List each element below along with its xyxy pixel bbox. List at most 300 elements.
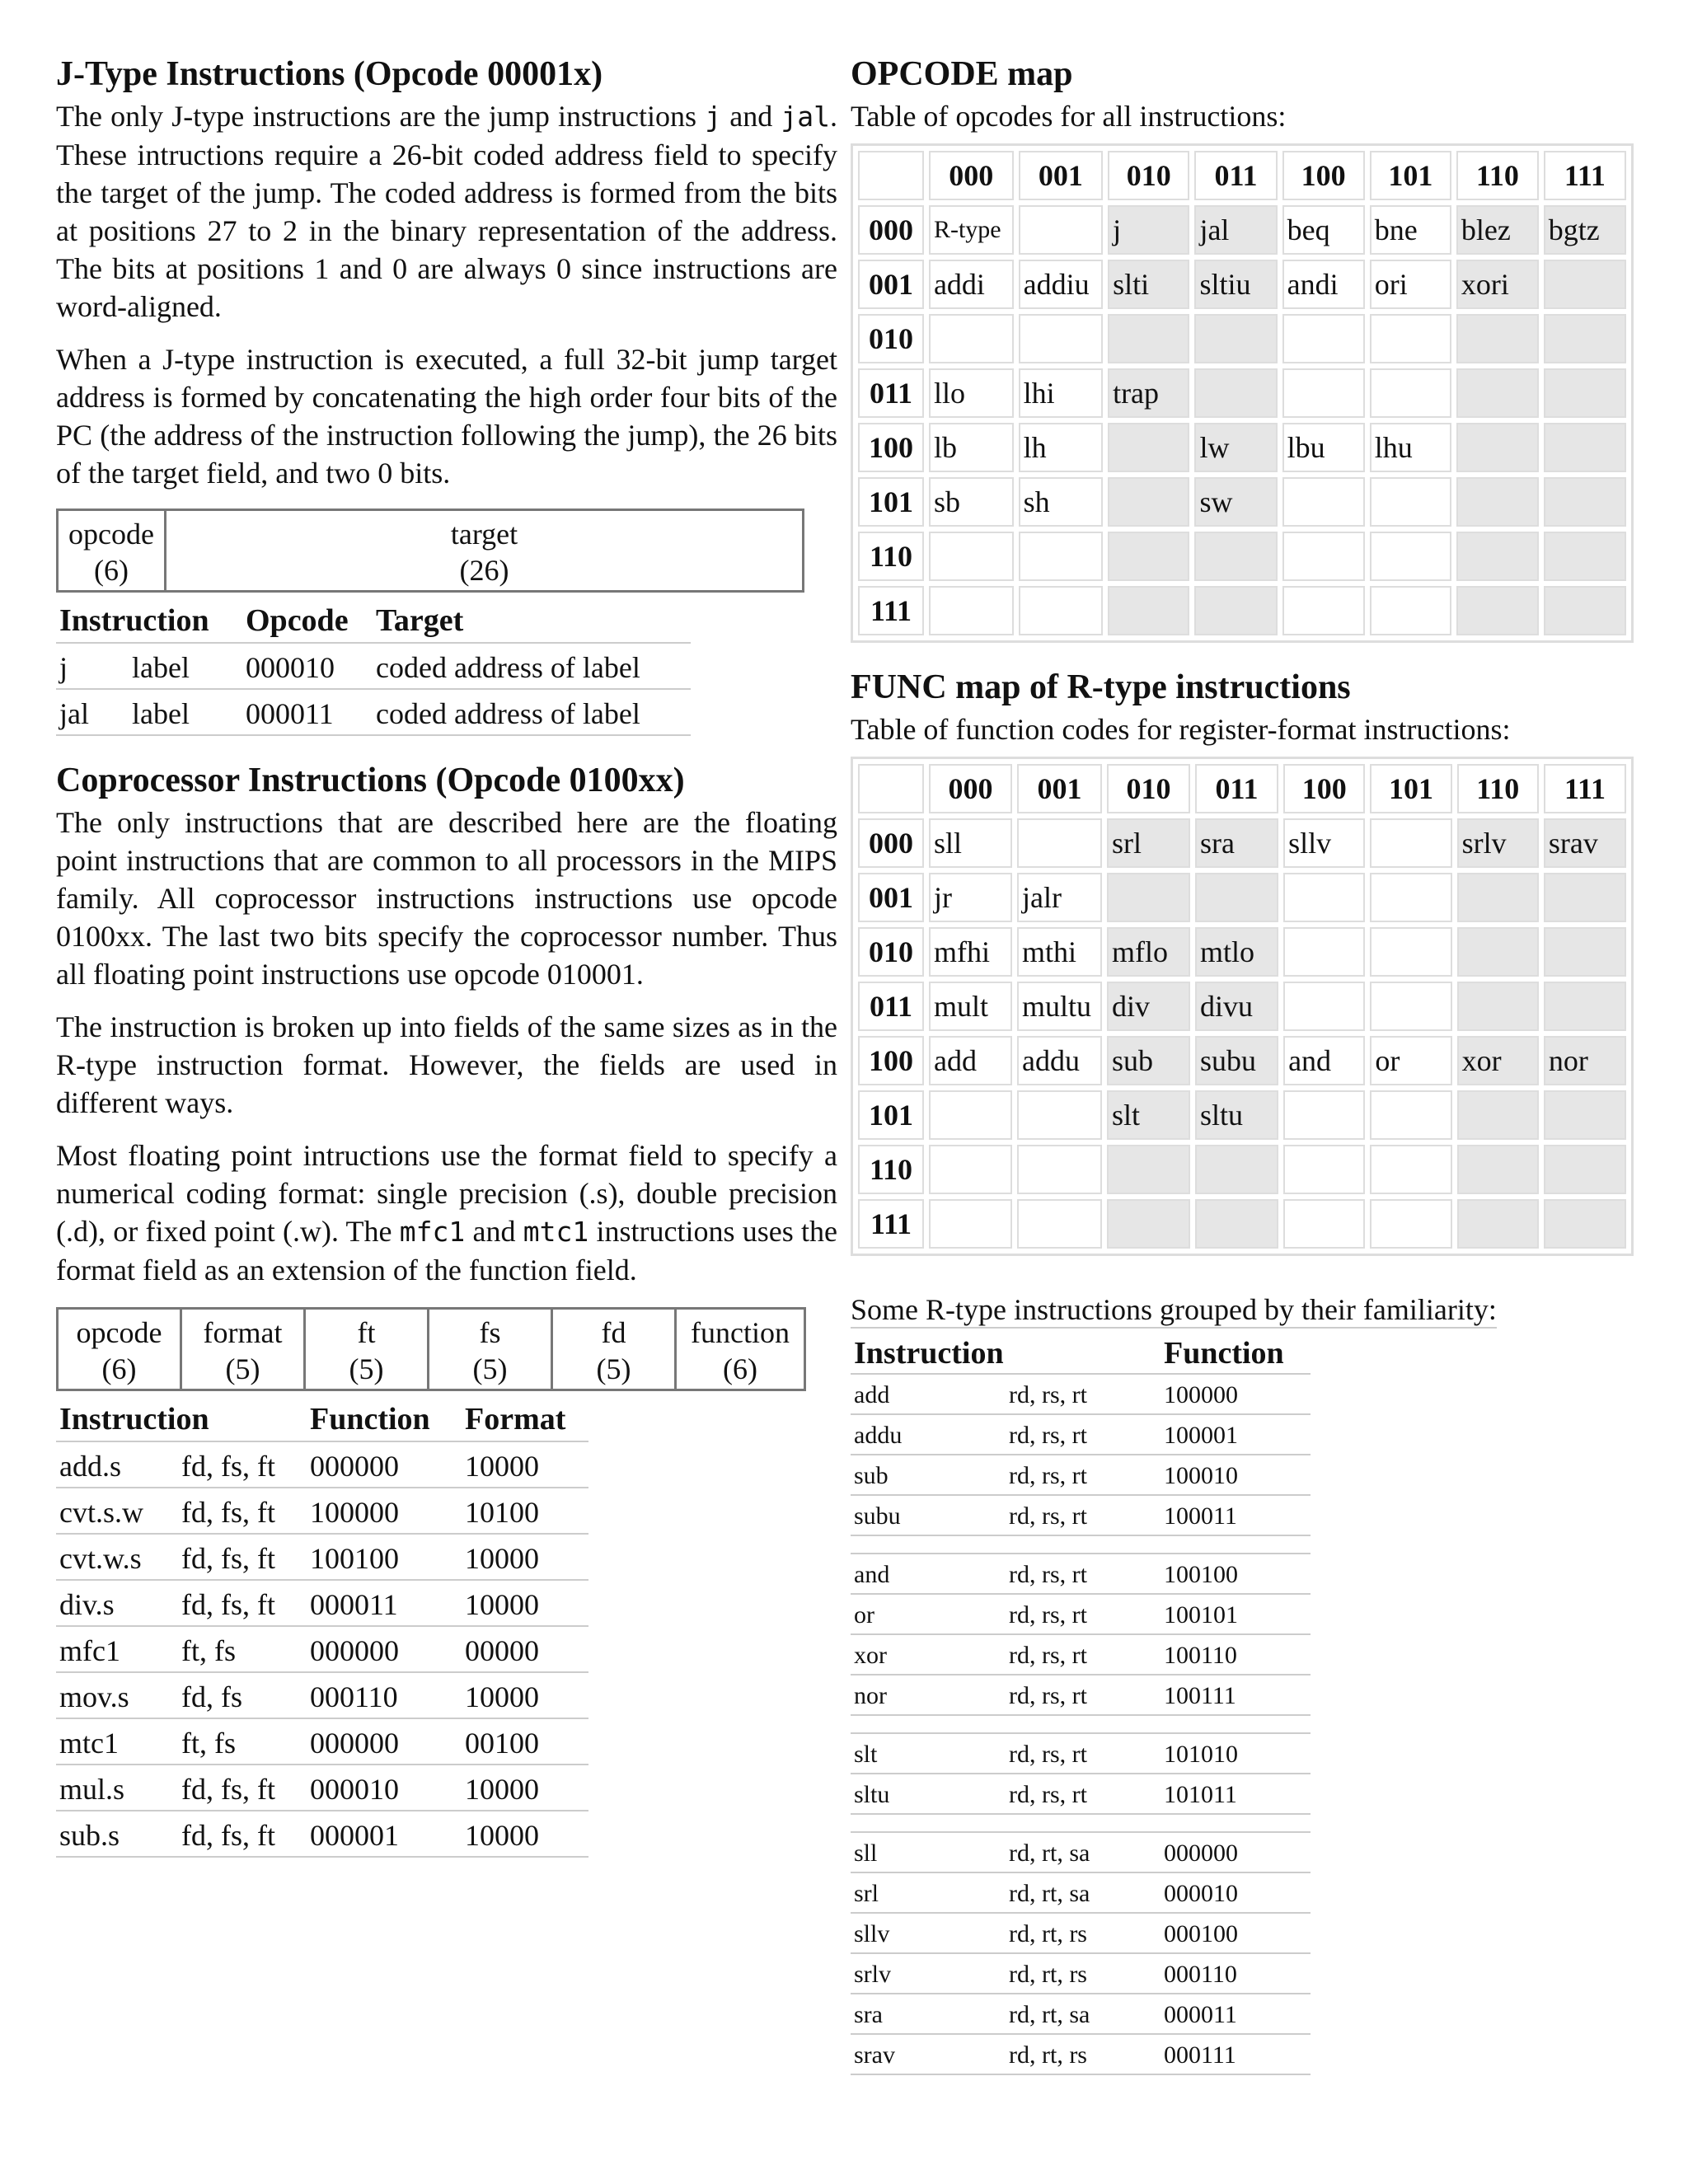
- field-function: function (6): [676, 1309, 805, 1390]
- func-cell: sub: [1107, 1036, 1190, 1085]
- table-row: [858, 818, 1626, 868]
- opcode-cell: [1282, 314, 1365, 363]
- col-header: 000: [929, 764, 1012, 813]
- table-cell: 000100: [1160, 1913, 1311, 1953]
- table-row: [851, 1634, 1311, 1675]
- func-cell: [1195, 873, 1278, 922]
- opcode-cell: blez: [1456, 205, 1539, 255]
- col-header: 111: [1544, 764, 1626, 813]
- func-cell: [1370, 818, 1451, 868]
- table-cell: ft, fs: [178, 1626, 307, 1672]
- opcode-cell: [1370, 368, 1451, 418]
- table-cell: 10000: [462, 1441, 588, 1488]
- field-opcode: opcode (6): [68, 518, 154, 587]
- table-cell: sra: [851, 1994, 1006, 2034]
- jtype-heading: J-Type Instructions (Opcode 00001x): [56, 55, 603, 93]
- opcode-cell: sb: [929, 477, 1014, 527]
- familiarity-caption: Some R-type instructions grouped by their familiarity:: [851, 1292, 1497, 1329]
- table-row: [858, 477, 1626, 527]
- func-map-subtitle: Table of function codes for register-format instructions:: [851, 713, 1511, 746]
- table-row: [851, 1994, 1311, 2034]
- table-cell: 10000: [462, 1672, 588, 1718]
- func-cell: mtlo: [1195, 927, 1278, 977]
- func-cell: [929, 1090, 1012, 1140]
- opcode-cell: slti: [1108, 260, 1189, 309]
- opcode-cell: [1108, 423, 1189, 472]
- field-format: format (5): [181, 1309, 305, 1390]
- table-cell: srl: [851, 1872, 1006, 1913]
- opcode-cell: [1544, 423, 1626, 472]
- func-map-table: [851, 757, 1634, 1256]
- opcode-cell: [1282, 532, 1365, 581]
- opcode-cell: [1194, 314, 1277, 363]
- table-cell: nor: [851, 1675, 1006, 1715]
- table-cell: fd, fs, ft: [178, 1765, 307, 1811]
- table-cell: div.s: [56, 1580, 178, 1626]
- opcode-cell: [1194, 586, 1277, 635]
- opcode-cell: [1544, 314, 1626, 363]
- table-cell: and: [851, 1554, 1006, 1594]
- table-row: [851, 1913, 1311, 1953]
- table-row: [56, 1811, 588, 1857]
- table-cell: rd, rs, rt: [1006, 1733, 1160, 1774]
- row-header: 011: [858, 368, 924, 418]
- func-cell: [1017, 1199, 1102, 1249]
- opcode-cell: sw: [1194, 477, 1277, 527]
- opcode-cell: bgtz: [1544, 205, 1626, 255]
- row-header: 111: [858, 1199, 924, 1249]
- opcode-cell: ori: [1370, 260, 1451, 309]
- func-cell: sllv: [1283, 818, 1365, 868]
- opcode-cell: lhu: [1370, 423, 1451, 472]
- func-cell: [1017, 1145, 1102, 1194]
- jtype-paragraph-2: When a J-type instruction is executed, a full 32-bit jump target address is formed by concatenating the high order four bits of the PC (the address of the instruction following the jump), the 26 bits of the target field, and two 0 bits.: [56, 343, 837, 490]
- func-cell: [1017, 818, 1102, 868]
- table-cell: 100100: [307, 1534, 462, 1580]
- opcode-cell: [1019, 586, 1103, 635]
- group-separator: [851, 1535, 1311, 1554]
- func-cell: srlv: [1457, 818, 1539, 868]
- opcode-cell: R-type: [929, 205, 1014, 255]
- table-cell: mul.s: [56, 1765, 178, 1811]
- opcode-cell: [1019, 205, 1103, 255]
- opcode-cell: [1108, 477, 1189, 527]
- opcode-cell: [1108, 314, 1189, 363]
- col-header: 010: [1108, 151, 1189, 200]
- table-cell: 000111: [1160, 2034, 1311, 2074]
- row-header: 011: [858, 982, 924, 1031]
- table-row: [858, 260, 1626, 309]
- func-cell: [1370, 927, 1451, 977]
- jtype-format-diagram: [56, 509, 804, 593]
- table-cell: 000001: [307, 1811, 462, 1857]
- table-cell: 000011: [307, 1580, 462, 1626]
- col-header: Format: [462, 1393, 588, 1441]
- col-header: 011: [1194, 151, 1277, 200]
- opcode-cell: [929, 586, 1014, 635]
- func-cell: multu: [1017, 982, 1102, 1031]
- opcode-cell: [1194, 532, 1277, 581]
- coproc-heading: Coprocessor Instructions (Opcode 0100xx): [56, 762, 685, 799]
- table-row: [851, 1594, 1311, 1634]
- col-header: 000: [929, 151, 1014, 200]
- func-cell: [1283, 873, 1365, 922]
- func-map-heading: FUNC map of R-type instructions: [851, 668, 1351, 706]
- row-header: 101: [858, 477, 924, 527]
- col-header: 011: [1195, 764, 1278, 813]
- func-cell: mflo: [1107, 927, 1190, 977]
- func-cell: [1544, 1199, 1626, 1249]
- func-cell: [1457, 1145, 1539, 1194]
- func-cell: [1544, 1090, 1626, 1140]
- table-row: [858, 1090, 1626, 1140]
- table-cell: 00100: [462, 1718, 588, 1765]
- table-cell: rd, rs, rt: [1006, 1774, 1160, 1814]
- func-cell: [1283, 982, 1365, 1031]
- col-header: 111: [1544, 151, 1626, 200]
- func-cell: slt: [1107, 1090, 1190, 1140]
- opcode-cell: [1544, 532, 1626, 581]
- func-cell: [1283, 1090, 1365, 1140]
- table-cell: 000000: [307, 1626, 462, 1672]
- table-cell: 100011: [1160, 1495, 1311, 1535]
- table-cell: rd, rt, sa: [1006, 1872, 1160, 1913]
- opcode-cell: [1194, 368, 1277, 418]
- table-row: [858, 927, 1626, 977]
- opcode-cell: sltiu: [1194, 260, 1277, 309]
- table-cell: 000000: [307, 1718, 462, 1765]
- table-cell: rd, rt, rs: [1006, 2034, 1160, 2074]
- row-header: 001: [858, 873, 924, 922]
- jtype-table: [56, 594, 691, 736]
- table-row: [56, 1534, 588, 1580]
- table-row: [851, 1675, 1311, 1715]
- coproc-table: [56, 1393, 588, 1858]
- table-cell: 101010: [1160, 1733, 1311, 1774]
- table-row: [851, 1832, 1311, 1872]
- table-cell: sltu: [851, 1774, 1006, 1814]
- func-cell: [1195, 1199, 1278, 1249]
- func-cell: [1283, 927, 1365, 977]
- table-row: jal label 000011 coded address of label: [56, 689, 691, 735]
- opcode-cell: sh: [1019, 477, 1103, 527]
- table-cell: xor: [851, 1634, 1006, 1675]
- table-row: [858, 982, 1626, 1031]
- func-cell: [1107, 1145, 1190, 1194]
- opcode-cell: [1370, 477, 1451, 527]
- opcode-cell: [1544, 260, 1626, 309]
- table-row: [858, 1145, 1626, 1194]
- table-cell: rd, rs, rt: [1006, 1554, 1160, 1594]
- table-row: [858, 423, 1626, 472]
- col-header: 001: [1019, 151, 1103, 200]
- table-cell: 100000: [307, 1488, 462, 1534]
- row-header: 110: [858, 1145, 924, 1194]
- table-cell: 10000: [462, 1580, 588, 1626]
- table-cell: fd, fs, ft: [178, 1534, 307, 1580]
- left-column: [56, 54, 837, 1858]
- func-cell: xor: [1457, 1036, 1539, 1085]
- table-cell: 000010: [1160, 1872, 1311, 1913]
- opcode-cell: [1544, 586, 1626, 635]
- opcode-cell: [1108, 586, 1189, 635]
- func-cell: [1457, 1090, 1539, 1140]
- table-cell: 000000: [1160, 1832, 1311, 1872]
- familiarity-table: [851, 1329, 1311, 2075]
- opcode-cell: [1544, 368, 1626, 418]
- row-header: 100: [858, 1036, 924, 1085]
- col-header: Instruction: [56, 594, 242, 643]
- table-row: [858, 873, 1626, 922]
- table-cell: fd, fs, ft: [178, 1488, 307, 1534]
- table-cell: or: [851, 1594, 1006, 1634]
- func-cell: and: [1283, 1036, 1365, 1085]
- table-cell: addu: [851, 1414, 1006, 1455]
- field-ft: ft (5): [305, 1309, 429, 1390]
- opcode-cell: llo: [929, 368, 1014, 418]
- table-cell: rd, rs, rt: [1006, 1374, 1160, 1414]
- row-header: 000: [858, 205, 924, 255]
- table-row: [56, 1441, 588, 1488]
- opcode-cell: [1456, 532, 1539, 581]
- table-cell: 100010: [1160, 1455, 1311, 1495]
- col-header: 010: [1107, 764, 1190, 813]
- opcode-cell: [1282, 586, 1365, 635]
- func-cell: [1370, 1145, 1451, 1194]
- opcode-map-heading: OPCODE map: [851, 55, 1073, 93]
- col-header: Opcode: [242, 594, 373, 643]
- row-header: 010: [858, 314, 924, 363]
- func-cell: sll: [929, 818, 1012, 868]
- func-cell: [1457, 982, 1539, 1031]
- table-row: [858, 1199, 1626, 1249]
- table-cell: ft, fs: [178, 1718, 307, 1765]
- opcode-map-table: [851, 143, 1634, 643]
- opcode-cell: [1282, 477, 1365, 527]
- table-row: [858, 205, 1626, 255]
- col-header: 100: [1282, 151, 1365, 200]
- func-cell: [1107, 873, 1190, 922]
- jtype-paragraph-1: The only J-type instructions are the jump instructions j and jal. These intructions require a 26-bit coded address field to specify the target of the jump. The coded address is formed from the bits at positions 27 to 2 in the binary representation of the address. The bits at positions 1 and 0 are always 0 since instructions are word-aligned.: [56, 100, 837, 323]
- table-row: [858, 586, 1626, 635]
- table-row: [851, 1774, 1311, 1814]
- table-row: [851, 1554, 1311, 1594]
- row-header: 010: [858, 927, 924, 977]
- table-row: [858, 314, 1626, 363]
- corner-cell: [858, 151, 924, 200]
- table-row: [851, 1733, 1311, 1774]
- table-row: [56, 1765, 588, 1811]
- group-separator: [851, 1814, 1311, 1832]
- row-header: 111: [858, 586, 924, 635]
- col-header: 101: [1370, 151, 1451, 200]
- table-row: [851, 1414, 1311, 1455]
- table-cell: sub.s: [56, 1811, 178, 1857]
- row-header: 000: [858, 818, 924, 868]
- table-cell: srav: [851, 2034, 1006, 2074]
- table-row: [56, 1488, 588, 1534]
- table-cell: fd, fs, ft: [178, 1811, 307, 1857]
- func-cell: [1195, 1145, 1278, 1194]
- table-cell: 00000: [462, 1626, 588, 1672]
- table-cell: rd, rs, rt: [1006, 1495, 1160, 1535]
- table-cell: rd, rs, rt: [1006, 1455, 1160, 1495]
- func-cell: subu: [1195, 1036, 1278, 1085]
- table-cell: 10100: [462, 1488, 588, 1534]
- table-cell: sll: [851, 1832, 1006, 1872]
- coproc-paragraph-1: The only instructions that are described here are the floating point instructions that are common to all processors in the MIPS family. All coprocessor instructions instructions use opcode 0100xx. The last two bits specify the coprocessor number. Thus all floating point instructions use opcode 010001.: [56, 806, 837, 991]
- col-header: 101: [1370, 764, 1451, 813]
- group-separator: [851, 1715, 1311, 1733]
- col-header: Instruction: [56, 1393, 307, 1441]
- table-cell: 10000: [462, 1811, 588, 1857]
- func-cell: [1283, 1199, 1365, 1249]
- coproc-paragraph-3: Most floating point intructions use the format field to specify a numerical coding format: single precision (.s), double precision (.d), or fixed point (.w). The mfc1 and mtc1 instructions uses the format field as an extension of the function field.: [56, 1139, 837, 1286]
- opcode-cell: lh: [1019, 423, 1103, 472]
- opcode-cell: [1544, 477, 1626, 527]
- table-cell: cvt.s.w: [56, 1488, 178, 1534]
- row-header: 110: [858, 532, 924, 581]
- func-cell: sltu: [1195, 1090, 1278, 1140]
- table-row: [851, 1953, 1311, 1994]
- opcode-cell: bne: [1370, 205, 1451, 255]
- table-cell: mfc1: [56, 1626, 178, 1672]
- coproc-format-diagram: [56, 1307, 806, 1391]
- func-cell: mult: [929, 982, 1012, 1031]
- table-cell: rd, rt, rs: [1006, 1913, 1160, 1953]
- table-row: [858, 532, 1626, 581]
- opcode-cell: [1019, 532, 1103, 581]
- table-cell: sllv: [851, 1913, 1006, 1953]
- coproc-paragraph-2: The instruction is broken up into fields of the same sizes as in the R-type instruction format. However, the fields are used in different ways.: [56, 1010, 837, 1119]
- func-cell: [1017, 1090, 1102, 1140]
- func-cell: [1370, 982, 1451, 1031]
- func-cell: divu: [1195, 982, 1278, 1031]
- func-cell: [1457, 873, 1539, 922]
- func-cell: [1544, 873, 1626, 922]
- opcode-cell: [929, 314, 1014, 363]
- table-cell: 10000: [462, 1765, 588, 1811]
- opcode-cell: [1019, 314, 1103, 363]
- table-cell: sub: [851, 1455, 1006, 1495]
- table-cell: 101011: [1160, 1774, 1311, 1814]
- opcode-cell: lbu: [1282, 423, 1365, 472]
- func-cell: [1457, 1199, 1539, 1249]
- func-cell: add: [929, 1036, 1012, 1085]
- func-cell: nor: [1544, 1036, 1626, 1085]
- table-row: [56, 1718, 588, 1765]
- func-cell: [1370, 873, 1451, 922]
- field-target: target (26): [166, 510, 804, 592]
- func-cell: mthi: [1017, 927, 1102, 977]
- opcode-cell: [1282, 368, 1365, 418]
- table-cell: rd, rt, rs: [1006, 1953, 1160, 1994]
- table-row: [851, 1495, 1311, 1535]
- table-row: [858, 1036, 1626, 1085]
- col-header: 110: [1456, 151, 1539, 200]
- table-cell: 000011: [1160, 1994, 1311, 2034]
- field-opcode: opcode (6): [76, 1316, 162, 1385]
- table-cell: 100000: [1160, 1374, 1311, 1414]
- field-fs: fs (5): [429, 1309, 552, 1390]
- table-cell: 000110: [307, 1672, 462, 1718]
- col-header: Function: [307, 1393, 462, 1441]
- opcode-cell: lhi: [1019, 368, 1103, 418]
- corner-cell: [858, 764, 924, 813]
- func-cell: [1544, 1145, 1626, 1194]
- table-row: j label 000010 coded address of label: [56, 643, 691, 689]
- table-cell: rd, rs, rt: [1006, 1634, 1160, 1675]
- table-row: [851, 1872, 1311, 1913]
- right-column: [851, 54, 1634, 2075]
- col-header: 001: [1017, 764, 1102, 813]
- func-cell: or: [1370, 1036, 1451, 1085]
- col-header: 110: [1457, 764, 1539, 813]
- func-cell: jr: [929, 873, 1012, 922]
- table-cell: 10000: [462, 1534, 588, 1580]
- opcode-cell: beq: [1282, 205, 1365, 255]
- opcode-cell: [1456, 477, 1539, 527]
- opcode-cell: trap: [1108, 368, 1189, 418]
- table-cell: fd, fs, ft: [178, 1580, 307, 1626]
- opcode-cell: addiu: [1019, 260, 1103, 309]
- col-header: Instruction: [851, 1329, 1160, 1374]
- func-cell: [1370, 1090, 1451, 1140]
- opcode-cell: [1456, 586, 1539, 635]
- func-cell: [929, 1199, 1012, 1249]
- func-cell: div: [1107, 982, 1190, 1031]
- table-cell: rd, rt, sa: [1006, 1832, 1160, 1872]
- table-cell: rd, rs, rt: [1006, 1675, 1160, 1715]
- table-cell: cvt.w.s: [56, 1534, 178, 1580]
- func-cell: mfhi: [929, 927, 1012, 977]
- table-cell: 000110: [1160, 1953, 1311, 1994]
- col-header: 100: [1283, 764, 1365, 813]
- opcode-cell: [1370, 586, 1451, 635]
- opcode-cell: [1456, 368, 1539, 418]
- func-cell: [1457, 927, 1539, 977]
- func-cell: srav: [1544, 818, 1626, 868]
- table-row: [851, 1374, 1311, 1414]
- table-cell: mov.s: [56, 1672, 178, 1718]
- table-cell: 000000: [307, 1441, 462, 1488]
- table-cell: 000010: [307, 1765, 462, 1811]
- table-cell: add: [851, 1374, 1006, 1414]
- table-cell: add.s: [56, 1441, 178, 1488]
- table-cell: subu: [851, 1495, 1006, 1535]
- table-row: [56, 1626, 588, 1672]
- opcode-cell: lb: [929, 423, 1014, 472]
- table-cell: slt: [851, 1733, 1006, 1774]
- col-header: Function: [1160, 1329, 1311, 1374]
- opcode-cell: lw: [1194, 423, 1277, 472]
- table-cell: srlv: [851, 1953, 1006, 1994]
- opcode-cell: [929, 532, 1014, 581]
- func-cell: sra: [1195, 818, 1278, 868]
- opcode-cell: andi: [1282, 260, 1365, 309]
- func-cell: [1370, 1199, 1451, 1249]
- opcode-cell: [1370, 314, 1451, 363]
- row-header: 101: [858, 1090, 924, 1140]
- func-cell: addu: [1017, 1036, 1102, 1085]
- table-cell: fd, fs, ft: [178, 1441, 307, 1488]
- func-cell: [1544, 927, 1626, 977]
- col-header: Target: [373, 594, 691, 643]
- func-cell: [1283, 1145, 1365, 1194]
- func-cell: srl: [1107, 818, 1190, 868]
- table-row: [56, 1580, 588, 1626]
- opcode-cell: [1456, 423, 1539, 472]
